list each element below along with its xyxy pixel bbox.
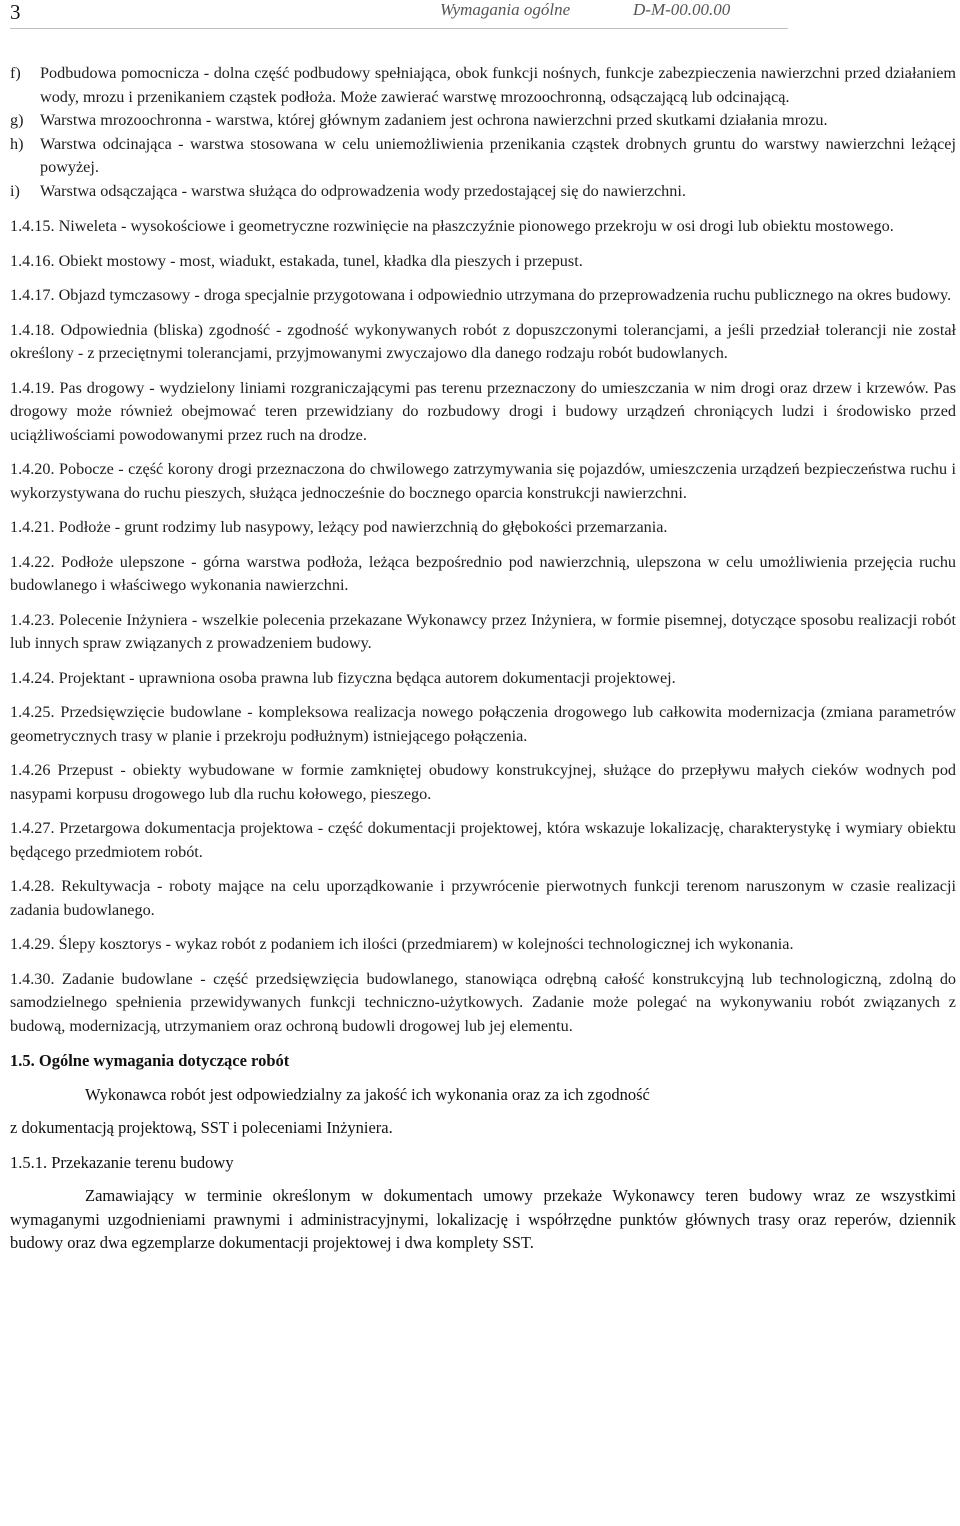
- definition-text: Rekultywacja - roboty mające na celu uporządkowanie i przywrócenie pierwotnych funkcji terenom naruszonym w czasie realizacji zadania budowlanego.: [10, 877, 956, 919]
- definition-text: Niweleta - wysokościowe i geometryczne rozwinięcie na płaszczyźnie pionowego przekroju w osi drogi lub obiektu mostowego.: [58, 217, 894, 235]
- list-marker: i): [10, 181, 20, 200]
- definition-number: 1.4.27.: [10, 819, 55, 837]
- section-title: Ogólne wymagania dotyczące robót: [38, 1051, 290, 1070]
- definition-paragraph: [10, 667, 956, 691]
- definition-paragraph: [10, 377, 956, 448]
- definition-text: Przepust - obiekty wybudowane w formie zamkniętej obudowy konstrukcyjnej, służące do przepływu małych cieków wodnych pod nasypami korpusu drogowego lub dla ruchu kołowego, pieszego.: [10, 761, 957, 803]
- section-number: 1.5.: [10, 1051, 35, 1070]
- definition-number: 1.4.28.: [10, 877, 55, 895]
- definition-paragraph: [10, 551, 956, 598]
- section-1-5-1-paragraph: Zamawiający w terminie określonym w dokumentach umowy przekaże Wykonawcy teren budowy wraz ze wszystkimi wymaganymi uzgodnieniami prawnymi i administracyjnymi, lokalizację i współrzędne punktów głównych trasy oraz reperów, dziennik budowy oraz dwa egzemplarze dokumentacji projektowej i dwa komplety SST.: [10, 1186, 956, 1252]
- definition-text: Obiekt mostowy - most, wiadukt, estakada, tunel, kładka dla pieszych i przepust.: [58, 251, 583, 270]
- list-item-i: [10, 180, 956, 204]
- section-heading-1-5: [10, 1049, 956, 1073]
- definition-paragraph: [10, 701, 956, 748]
- definition-paragraph: [10, 458, 956, 505]
- document-body: [10, 62, 956, 1255]
- list-item-text: Warstwa odsączająca - warstwa służąca do odprowadzenia wody przedostającej się do nawierzchni.: [40, 181, 686, 200]
- document-code: D-M-00.00.00: [633, 0, 731, 19]
- definition-number: 1.4.23.: [10, 610, 55, 629]
- definition-text: Podłoże - grunt rodzimy lub nasypowy, leżący pod nawierzchnią do głębokości przemarzania.: [58, 518, 668, 536]
- definition-number: 1.4.21.: [10, 518, 55, 536]
- definition-paragraph: [10, 516, 956, 540]
- list-item-h: [10, 133, 956, 180]
- definition-paragraph: [10, 215, 956, 239]
- definition-number: 1.4.18.: [10, 320, 55, 339]
- definition-paragraph: [10, 319, 956, 366]
- definition-number: 1.4.29.: [10, 935, 55, 953]
- definition-paragraph: [10, 250, 956, 274]
- list-marker: f): [10, 64, 21, 82]
- section-title: Przekazanie terenu budowy: [51, 1152, 234, 1172]
- section-1-5-continuation: z dokumentacją projektową, SST i poleceniami Inżyniera.: [10, 1118, 393, 1137]
- definition-number: 1.4.22.: [10, 552, 55, 571]
- definition-paragraph: [10, 609, 956, 656]
- list-item-text: Warstwa odcinająca - warstwa stosowana w celu uniemożliwienia przenikania cząstek drobnych gruntu do warstwy nawierzchni leżącej powyżej.: [40, 134, 956, 176]
- definition-text: Podłoże ulepszone - górna warstwa podłoża, leżąca bezpośrednio pod nawierzchnią, ulepszona w celu umożliwienia przejęcia ruchu budowlanego i właściwego wykonania nawierzchni.: [10, 552, 957, 594]
- definition-number: 1.4.25.: [10, 703, 55, 721]
- definition-paragraph: [10, 759, 956, 806]
- list-item-text: Warstwa mrozoochronna - warstwa, której głównym zadaniem jest ochrona nawierzchni przed skutkami działania mrozu.: [40, 111, 828, 129]
- definition-text: Objazd tymczasowy - droga specjalnie przygotowana i odpowiednio utrzymana do przeprowadzenia ruchu publicznego na okres budowy.: [58, 286, 952, 304]
- definition-text: Pobocze - część korony drogi przeznaczona do chwilowego zatrzymywania się pojazdów, umieszczenia urządzeń bezpieczeństwa ruchu i wykorzystywana do ruchu pieszych, służąca jednocześnie do bocznego oparcia konstrukcji nawierzchni.: [10, 460, 957, 502]
- definition-text: Polecenie Inżyniera - wszelkie polecenia przekazane Wykonawcy przez Inżyniera, w formie pisemnej, dotyczące sposobu realizacji robót lub innych spraw związanych z prowadzeniem budowy.: [10, 610, 957, 652]
- definition-number: 1.4.24.: [10, 668, 55, 687]
- definition-text: Przedsięwzięcie budowlane - kompleksowa realizacja nowego połączenia drogowego lub całkowita modernizacja (zmiana parametrów geometrycznych trasy w planie i przekroju podłużnym) istniejącego połączenia.: [10, 703, 957, 745]
- definition-text: Ślepy kosztorys - wykaz robót z podaniem ich ilości (przedmiarem) w kolejności technologicznej ich wykonania.: [58, 935, 794, 953]
- definition-text: Przetargowa dokumentacja projektowa - część dokumentacji projektowej, która wskazuje lokalizację, charakterystykę i wymiary obiektu będącego przedmiotem robót.: [10, 819, 956, 861]
- list-marker: h): [10, 134, 24, 153]
- definition-number: 1.4.20.: [10, 460, 55, 478]
- list-marker: g): [10, 111, 24, 129]
- list-item-g: [10, 109, 956, 133]
- page-number: 3: [10, 0, 21, 24]
- definition-text: Projektant - uprawniona osoba prawna lub fizyczna będąca autorem dokumentacji projektowej.: [58, 668, 676, 687]
- definition-number: 1.4.19.: [10, 378, 55, 397]
- section-number: 1.5.1.: [10, 1152, 48, 1172]
- definition-number: 1.4.17.: [10, 286, 55, 304]
- definition-paragraph: [10, 284, 956, 308]
- definition-number: 1.4.15.: [10, 217, 55, 235]
- definition-number: 1.4.30.: [10, 969, 55, 988]
- definitions-list: [10, 215, 956, 1038]
- definition-text: Zadanie budowlane - część przedsięwzięcia budowlanego, stanowiąca odrębną całość konstrukcyjną lub technologiczną, zdolną do samodzielnego spełnienia przewidywanych funkcji techniczno-użytkowych. Zadanie może polegać na wykonywaniu robót związanych z budową, modernizacją, utrzymaniem oraz ochroną budowli drogowej lub jej elementu.: [10, 969, 957, 1035]
- definition-text: Pas drogowy - wydzielony liniami rozgraniczającymi pas terenu przeznaczony do umieszczania w nim drogi oraz drzew i krzewów. Pas drogowy może również obejmować teren przewidziany do rozbudowy drogi i budowy urządzeń chroniących ludzi i środowisko przed uciążliwościami powodowanymi przez ruch na drodze.: [10, 378, 957, 444]
- list-item-f: [10, 62, 956, 109]
- list-item-text: Podbudowa pomocnicza - dolna część podbudowy spełniająca, obok funkcji nośnych, funkcje zabezpieczenia nawierzchni przed działaniem wody, mrozu i przenikaniem cząstek podłoża. Może zawierać warstwę mrozoochronną, odsączającą lub odcinającą.: [40, 64, 956, 106]
- definition-paragraph: [10, 875, 956, 922]
- definition-number: 1.4.26: [10, 761, 51, 779]
- header-title: Wymagania ogólne: [440, 0, 571, 19]
- section-1-5-paragraph: Wykonawca robót jest odpowiedzialny za jakość ich wykonania oraz za ich zgodność: [85, 1084, 650, 1104]
- section-heading-1-5-1: [10, 1151, 956, 1175]
- page-header: [10, 0, 788, 29]
- definition-paragraph: [10, 933, 956, 957]
- definition-text: Odpowiednia (bliska) zgodność - zgodność wykonywanych robót z dopuszczonymi tolerancjami, a jeśli przedział tolerancji nie został określony - z przeciętnymi tolerancjami, przyjmowanymi zwyczajowo dla danego rodzaju robót budowlanych.: [10, 320, 957, 362]
- definition-paragraph: [10, 817, 956, 864]
- definition-number: 1.4.16.: [10, 251, 55, 270]
- definition-paragraph: [10, 968, 956, 1039]
